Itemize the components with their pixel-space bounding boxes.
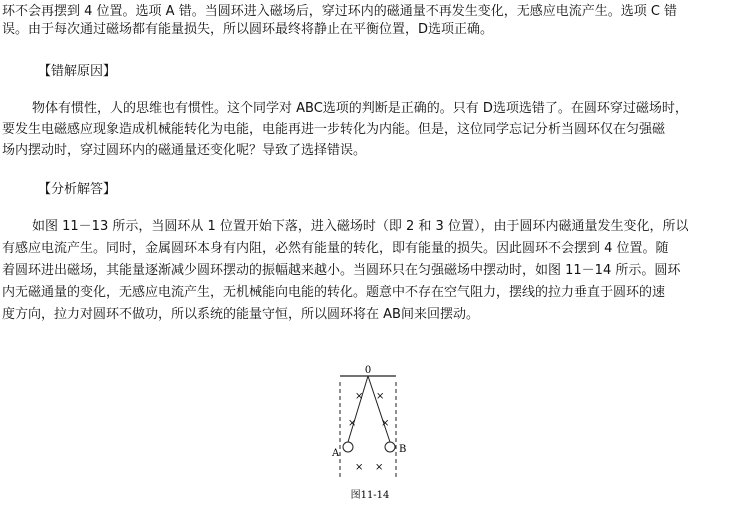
label-a: A [332, 448, 340, 459]
text-line: 物体有惯性，人的思维也有惯性。这个同学对 ABC选项的判断是正确的。只有 D选项选错了。在圆环穿过磁场时， [32, 101, 688, 116]
text-line: 要发生电磁感应现象造成机械能转化为电能，电能再进一步转化为内能。但是，这位同学忘记分析当圆环仅在匀强磁 [2, 122, 666, 137]
string-left [348, 376, 368, 442]
heading-error-cause: 【错解原因】 [38, 64, 117, 79]
pivot-label: 0 [364, 365, 372, 376]
field-cross: × [376, 391, 385, 402]
figure-caption: 图11-14 [350, 490, 390, 501]
string-right [368, 376, 390, 442]
text-line: 如图 11－13 所示，当圆环从 1 位置开始下落，进入磁场时（即 2 和 3 位置），由于圆环内磁通量发生变化，所以 [32, 219, 689, 234]
pendulum-figure [318, 362, 428, 504]
field-cross: × [348, 418, 357, 429]
text-line: 度方向，拉力对圆环不做功，所以系统的能量守恒，所以圆环将在 AB间来回摆动。 [2, 307, 479, 322]
text-line: 场内摆动时，穿过圆环内的磁通量还变化呢？导致了选择错误。 [2, 143, 367, 158]
label-b: B [399, 444, 407, 455]
heading-analysis: 【分析解答】 [38, 182, 117, 197]
text-line: 内无磁通量的变化，无感应电流产生，无机械能向电能的转化。题意中不存在空气阻力，摆线的拉力垂直于圆环的速 [2, 285, 666, 300]
text-line: 着圆环进出磁场，其能量逐渐减少圆环摆动的振幅越来越小。当圆环只在匀强磁场中摆动时，如图 11－14 所示。圆环 [2, 263, 681, 278]
text-line: 环不会再摆到 4 位置。选项 A 错。当圆环进入磁场后，穿过环内的磁通量不再发生变化，无感应电流产生。选项 C 错 [2, 4, 678, 19]
field-cross: × [355, 391, 364, 402]
text-line: 误。由于每次通过磁场都有能量损失，所以圆环最终将静止在平衡位置，D选项正确。 [2, 22, 494, 37]
field-cross: × [375, 462, 384, 473]
ring-b [385, 442, 395, 452]
text-line: 有感应电流产生。同时，金属圆环本身有内阻，必然有能量的转化，即有能量的损失。因此圆环不会摆到 4 位置。随 [2, 241, 669, 256]
pendulum-diagram [318, 362, 428, 504]
field-cross: × [381, 418, 390, 429]
field-cross: × [355, 462, 364, 473]
ring-a [343, 442, 353, 452]
